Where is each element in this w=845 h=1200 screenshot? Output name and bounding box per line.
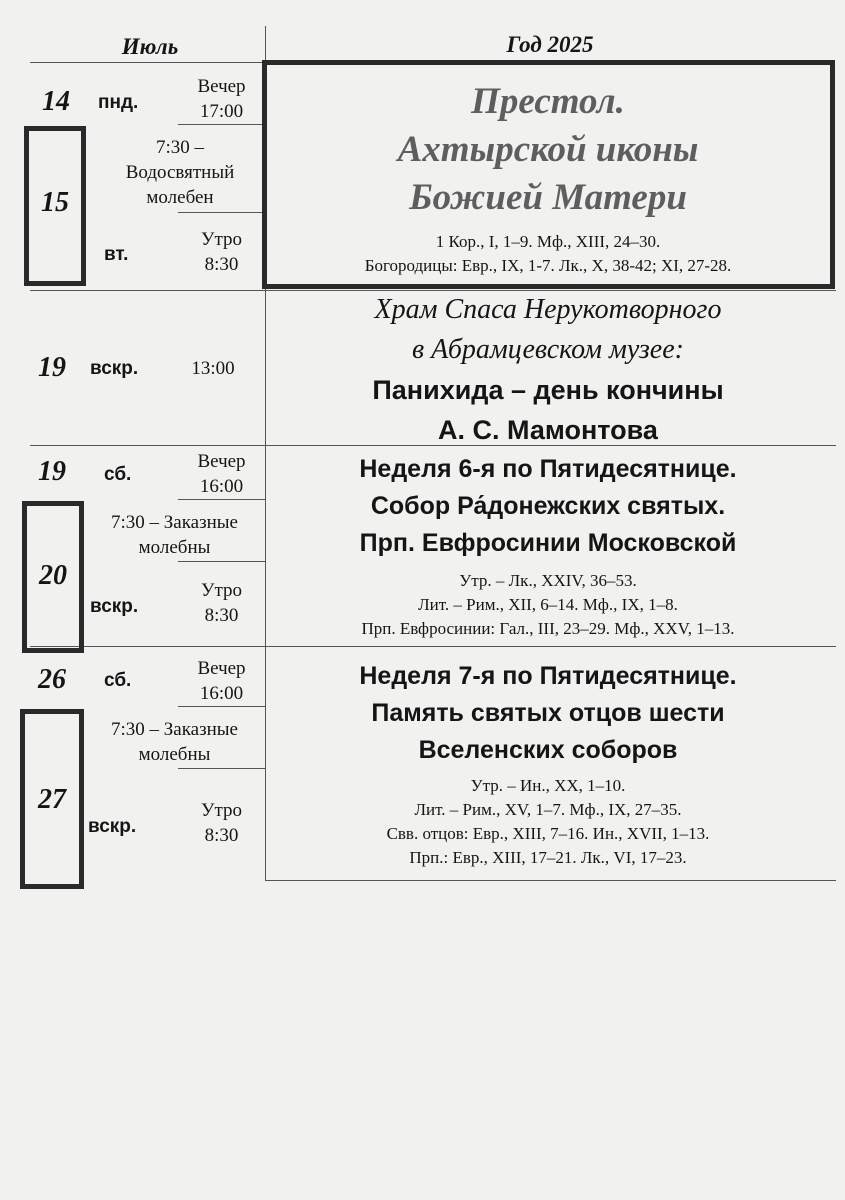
header-underline: [30, 62, 265, 63]
day-of-week: вскр.: [90, 596, 139, 617]
feast-day-number: 15: [41, 187, 69, 218]
feast-title: Неделя 7-я по Пятидесятнице. Память святых отцов шести Вселенских соборов: [359, 662, 737, 764]
service-time: Утро 8:30: [201, 800, 242, 846]
feast-day-number: 20: [39, 560, 67, 591]
feast-day-box: [22, 501, 84, 653]
service-time: Вечер 16:00: [197, 451, 246, 497]
service-description: 7:30 – Заказные молебны: [111, 512, 238, 558]
service-description: 7:30 – Заказные молебны: [111, 719, 238, 765]
year-header: Год 2025: [506, 32, 594, 57]
service-description: 7:30 – Водосвятный молебен: [125, 137, 235, 208]
service-title: Панихида – день кончины А. С. Мамонтова: [372, 375, 724, 445]
readings: 1 Кор., I, 1–9. Мф., XIII, 24–30. Богородицы: Евр., IX, 1-7. Лк., X, 38-42; XI, 27-28.: [364, 232, 732, 275]
cell-divider: [178, 706, 265, 707]
readings: Утр. – Ин., XX, 1–10. Лит. – Рим., XV, 1–7. Мф., IX, 27–35. Свв. отцов: Евр., XIII, 7–16. Ин., XVII, 1–13. Прп.: Евр., XIII, 17–21. Лк., VI, 17–23.: [386, 776, 710, 867]
cell-divider: [178, 212, 265, 213]
day-of-week: сб.: [104, 670, 132, 691]
cell-divider: [178, 124, 265, 125]
feast-title: Престол. Ахтырской иконы Божией Матери: [397, 81, 699, 218]
service-time: Вечер 16:00: [197, 658, 246, 704]
row-divider: [30, 646, 836, 647]
feast-title: Неделя 6-я по Пятидесятнице. Собор Ра́донежских святых. Прп. Евфросинии Московской: [359, 455, 737, 557]
readings: Утр. – Лк., XXIV, 36–53. Лит. – Рим., XII, 6–14. Мф., IX, 1–8. Прп. Евфросинии: Гал., III, 23–29. Мф., XXV, 1–13.: [361, 571, 735, 638]
day-number: 19: [38, 456, 66, 487]
month-header: Июль: [121, 34, 179, 59]
day-of-week: пнд.: [98, 92, 139, 113]
row-divider: [265, 880, 836, 881]
location: Храм Спаса Нерукотворного в Абрамцевском музее:: [374, 294, 722, 365]
day-number: 14: [42, 86, 70, 117]
feast-day-box: [24, 126, 86, 286]
feast-day-box: [20, 709, 84, 889]
day-of-week: вскр.: [90, 358, 139, 379]
service-time: Утро 8:30: [201, 580, 242, 626]
day-number: 26: [38, 664, 66, 695]
service-time: 13:00: [191, 358, 235, 379]
day-number: 19: [38, 352, 66, 383]
day-of-week: вскр.: [88, 816, 137, 837]
cell-divider: [178, 768, 265, 769]
service-time: Утро 8:30: [201, 229, 242, 275]
day-of-week: сб.: [104, 464, 132, 485]
cell-divider: [178, 499, 265, 500]
service-time: Вечер 17:00: [197, 76, 246, 122]
cell-divider: [178, 561, 265, 562]
feast-day-number: 27: [38, 784, 66, 815]
day-of-week: вт.: [104, 244, 129, 265]
